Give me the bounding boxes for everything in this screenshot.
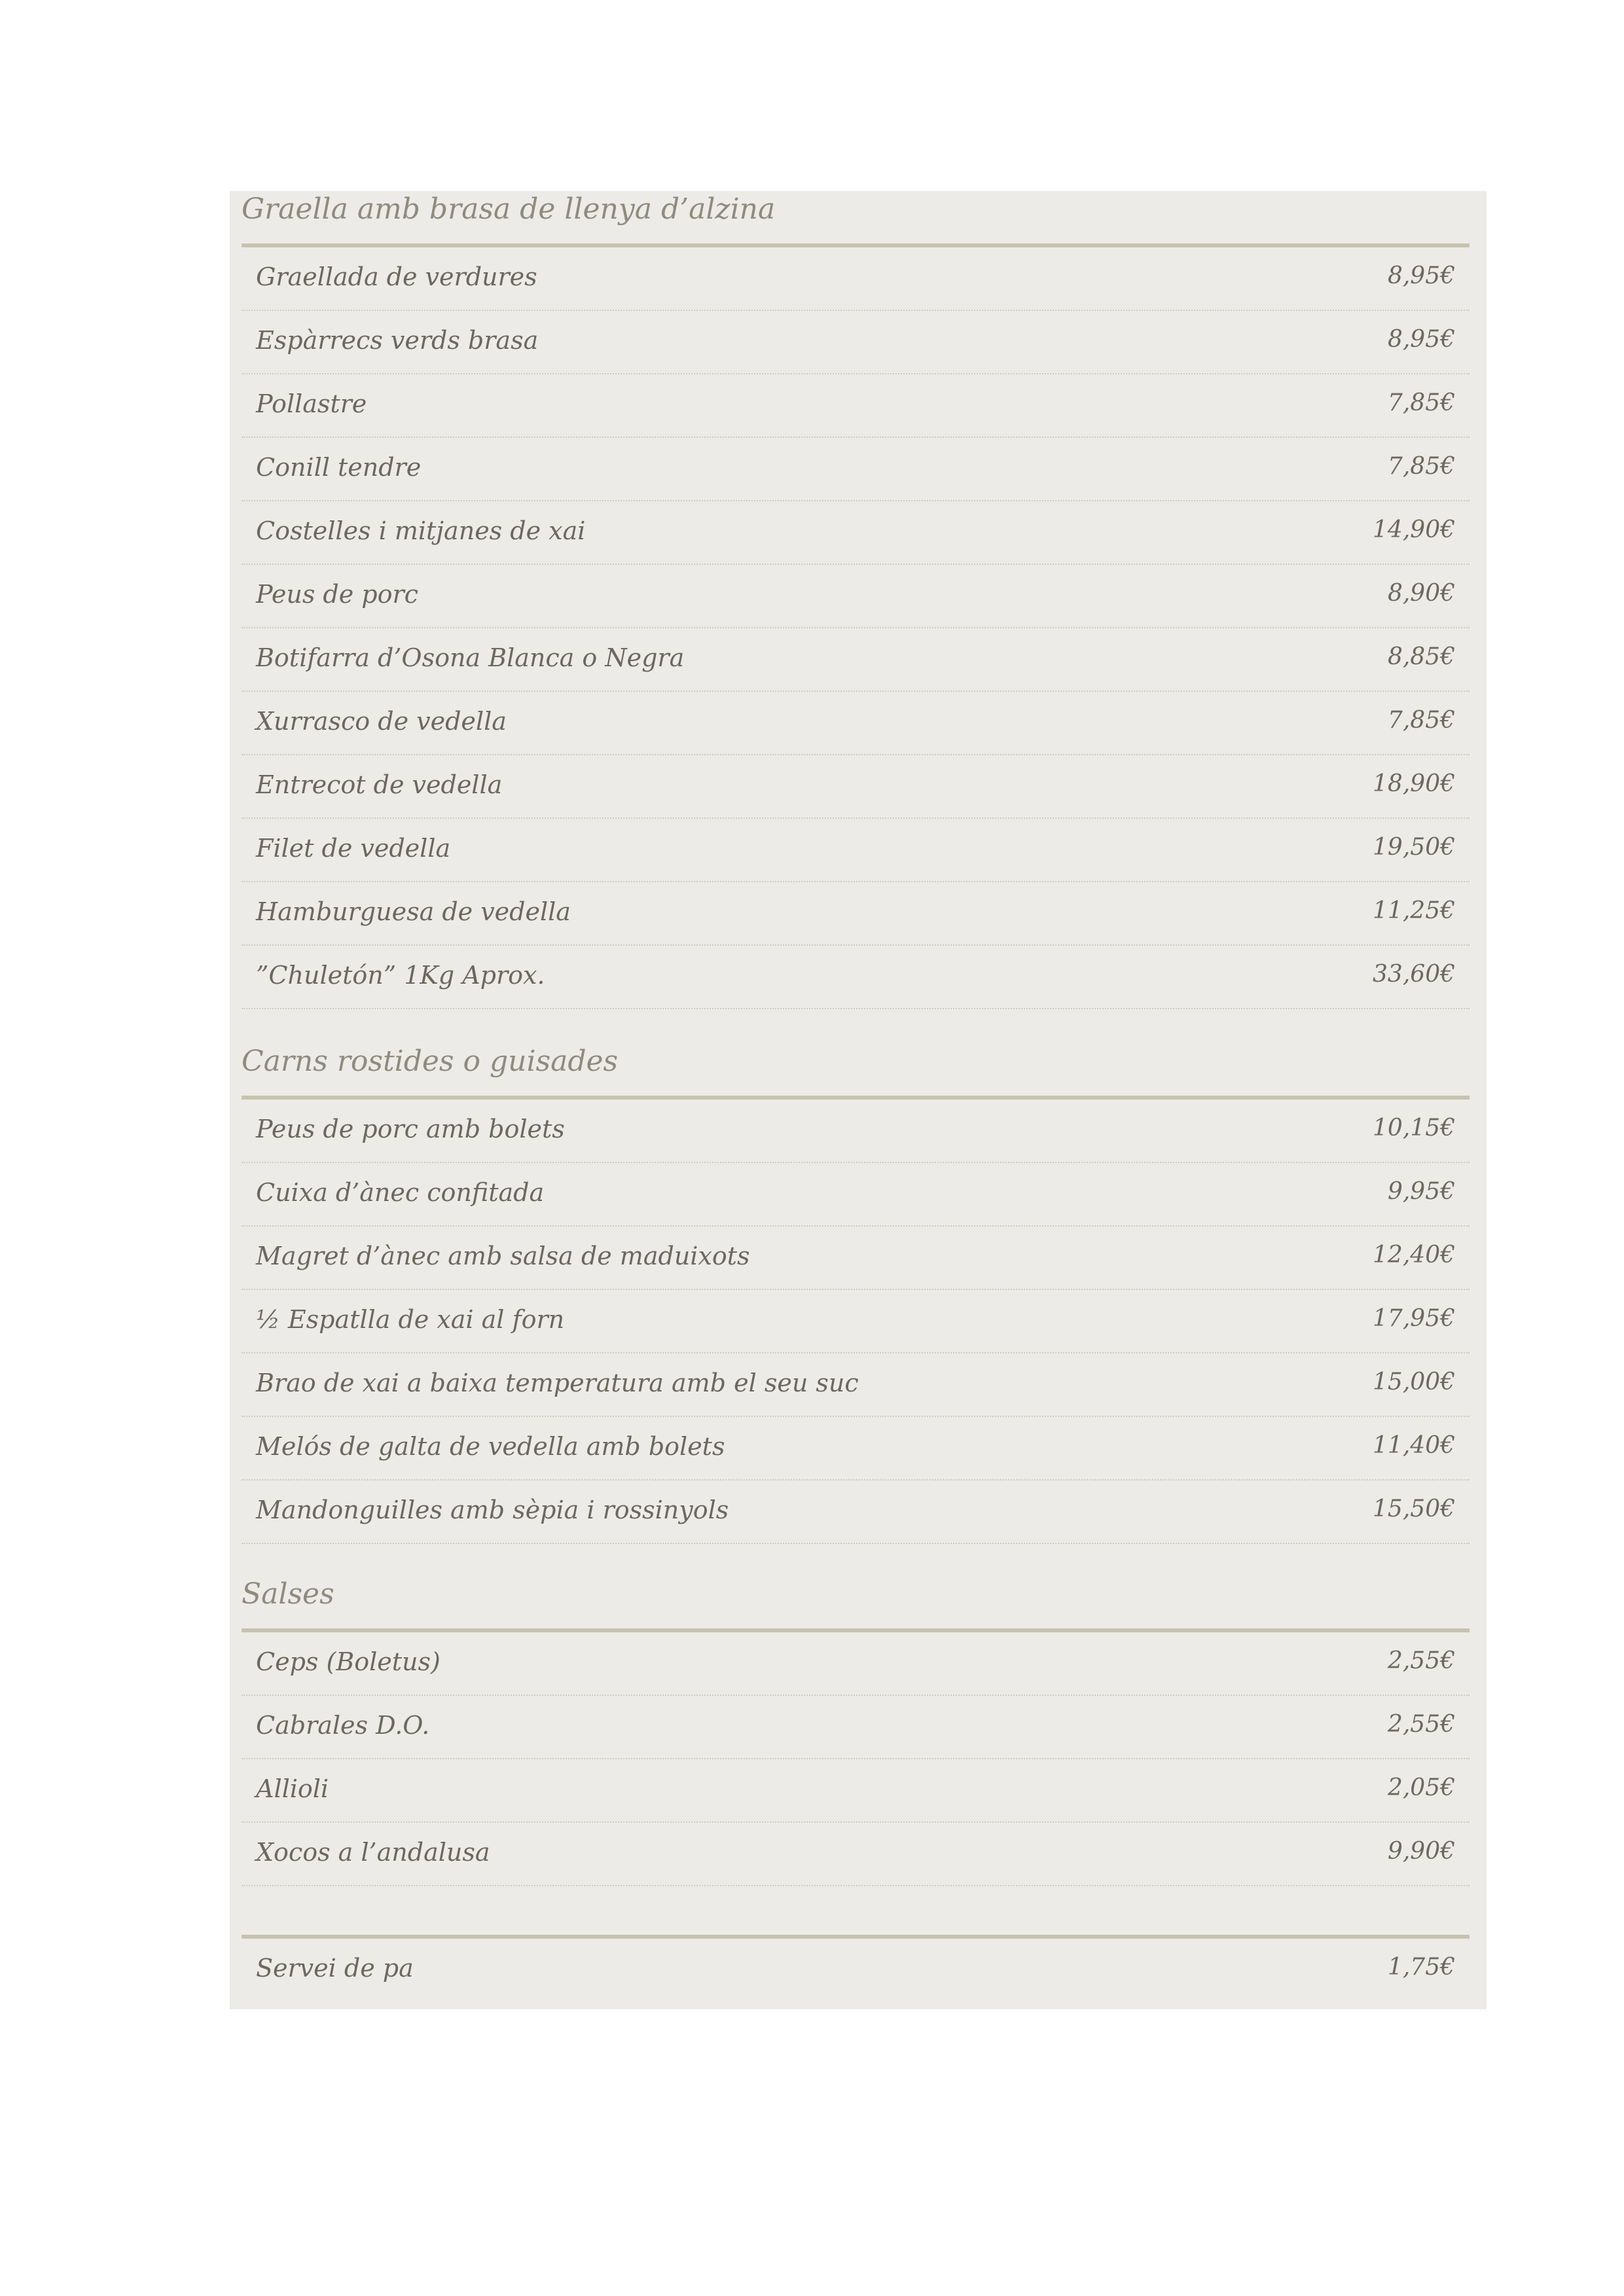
menu-item bbox=[242, 819, 1470, 882]
item-name: Espàrrecs verds brasa bbox=[256, 326, 539, 355]
menu-item bbox=[242, 565, 1470, 628]
item-name: Cuixa d’ànec confitada bbox=[256, 1178, 545, 1207]
item-price: 7,85€ bbox=[1387, 389, 1455, 416]
item-price: 9,90€ bbox=[1387, 1838, 1455, 1865]
menu-item bbox=[242, 374, 1470, 438]
item-price: 18,90€ bbox=[1373, 770, 1455, 797]
item-price: 8,90€ bbox=[1387, 580, 1455, 607]
section-title-graella: Graella amb brasa de llenya d’alzina bbox=[242, 192, 776, 226]
item-price: 2,05€ bbox=[1387, 1774, 1455, 1801]
menu-item bbox=[242, 882, 1470, 946]
item-name: ½ Espatlla de xai al forn bbox=[256, 1305, 565, 1334]
menu-item bbox=[242, 755, 1470, 819]
item-name: Servei de pa bbox=[256, 1954, 414, 1982]
item-name: Brao de xai a baixa temperatura amb el seu suc bbox=[256, 1369, 859, 1397]
item-name: Mandonguilles amb sèpia i rossinyols bbox=[256, 1496, 729, 1524]
item-name: Magret d’ànec amb salsa de maduixots bbox=[256, 1242, 750, 1270]
item-price: 8,95€ bbox=[1387, 262, 1455, 289]
item-price: 11,25€ bbox=[1373, 897, 1455, 924]
item-name: Peus de porc bbox=[256, 580, 418, 609]
section-title-carns: Carns rostides o guisades bbox=[242, 1045, 619, 1078]
item-price: 10,15€ bbox=[1373, 1115, 1455, 1141]
item-price: 1,75€ bbox=[1387, 1954, 1455, 1981]
item-name: Cabrales D.O. bbox=[256, 1711, 430, 1740]
menu-item bbox=[242, 1632, 1470, 1696]
menu-item bbox=[242, 1823, 1470, 1886]
item-name: Entrecot de vedella bbox=[256, 770, 503, 799]
item-name: Graellada de verdures bbox=[256, 262, 537, 291]
item-price: 17,95€ bbox=[1373, 1305, 1455, 1332]
item-name: Xocos a l’andalusa bbox=[256, 1838, 490, 1867]
menu-item bbox=[242, 1480, 1470, 1544]
item-price: 11,40€ bbox=[1373, 1432, 1455, 1459]
item-price: 15,00€ bbox=[1373, 1369, 1455, 1395]
item-name: Conill tendre bbox=[256, 453, 422, 482]
menu-item bbox=[242, 1354, 1470, 1417]
menu-item bbox=[242, 628, 1470, 692]
menu-item bbox=[242, 1696, 1470, 1759]
menu-item bbox=[242, 692, 1470, 755]
item-name: Allioli bbox=[256, 1774, 329, 1803]
menu-item bbox=[242, 946, 1470, 1009]
menu-item bbox=[242, 311, 1470, 374]
menu-item bbox=[242, 1759, 1470, 1823]
item-name: Melós de galta de vedella amb bolets bbox=[256, 1432, 725, 1461]
item-name: Filet de vedella bbox=[256, 834, 451, 863]
menu-item bbox=[242, 438, 1470, 501]
menu-item bbox=[242, 1163, 1470, 1227]
item-name: ”Chuletón” 1Kg Aprox. bbox=[256, 961, 545, 990]
menu-item bbox=[242, 247, 1470, 311]
item-price: 7,85€ bbox=[1387, 453, 1455, 480]
menu-panel bbox=[230, 191, 1487, 2009]
menu-item-bread-service bbox=[242, 1939, 1470, 2002]
item-name: Peus de porc amb bolets bbox=[256, 1115, 565, 1143]
item-price: 12,40€ bbox=[1373, 1242, 1455, 1268]
item-price: 14,90€ bbox=[1373, 516, 1455, 543]
menu-item bbox=[242, 1417, 1470, 1480]
item-name: Pollastre bbox=[256, 389, 367, 418]
menu-item bbox=[242, 1290, 1470, 1354]
menu-item bbox=[242, 1227, 1470, 1290]
menu-item bbox=[242, 1100, 1470, 1163]
item-name: Ceps (Boletus) bbox=[256, 1647, 441, 1676]
item-price: 19,50€ bbox=[1373, 834, 1455, 861]
item-price: 15,50€ bbox=[1373, 1496, 1455, 1522]
menu-item bbox=[242, 501, 1470, 565]
item-price: 8,95€ bbox=[1387, 326, 1455, 353]
item-price: 8,85€ bbox=[1387, 643, 1455, 670]
item-price: 2,55€ bbox=[1387, 1711, 1455, 1738]
item-price: 7,85€ bbox=[1387, 707, 1455, 734]
section-title-salses: Salses bbox=[242, 1577, 334, 1611]
item-name: Botifarra d’Osona Blanca o Negra bbox=[256, 643, 685, 672]
item-price: 33,60€ bbox=[1373, 961, 1455, 988]
item-name: Xurrasco de vedella bbox=[256, 707, 507, 736]
item-price: 9,95€ bbox=[1387, 1178, 1455, 1205]
item-price: 2,55€ bbox=[1387, 1647, 1455, 1674]
item-name: Hamburguesa de vedella bbox=[256, 897, 571, 926]
item-name: Costelles i mitjanes de xai bbox=[256, 516, 586, 545]
